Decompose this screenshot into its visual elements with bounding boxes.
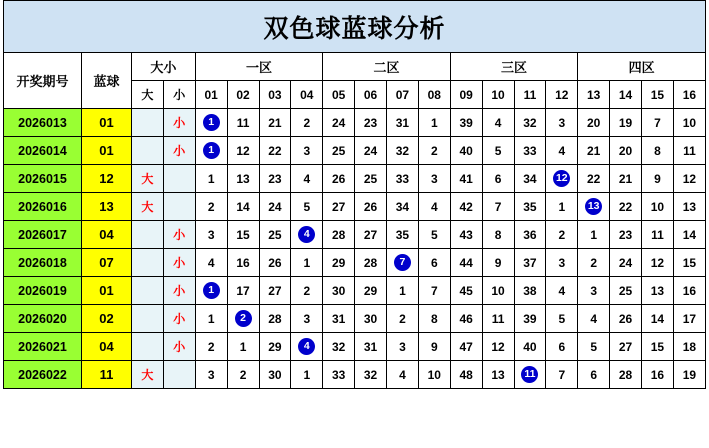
cell-number: 1 (546, 193, 578, 221)
cell-number: 5 (418, 221, 450, 249)
cell-number: 31 (323, 305, 355, 333)
page-title: 双色球蓝球分析 (263, 13, 446, 43)
header-daxiao: 大小 (132, 53, 196, 81)
table-row (4, 249, 706, 277)
table-row (4, 137, 706, 165)
cell-number: 47 (450, 333, 482, 361)
cell-number: 12 (227, 137, 259, 165)
cell-number: 4 (418, 193, 450, 221)
cell-number: 13 (642, 277, 674, 305)
blue-ball-analysis-table (3, 52, 706, 389)
cell-number: 2 (195, 333, 227, 361)
cell-number: 23 (355, 109, 387, 137)
cell-number: 19 (673, 361, 705, 389)
cell-number: 2 (227, 361, 259, 389)
cell-number: 11 (673, 137, 705, 165)
cell-number: 42 (450, 193, 482, 221)
cell-number: 4 (387, 361, 419, 389)
cell-blue-ball: 04 (82, 333, 132, 361)
cell-number: 32 (323, 333, 355, 361)
cell-number: 15 (642, 333, 674, 361)
cell-number: 8 (642, 137, 674, 165)
cell-number-hit (195, 277, 227, 305)
cell-number: 1 (195, 305, 227, 333)
blue-ball-marker: 1 (203, 282, 220, 299)
cell-blue-ball: 04 (82, 221, 132, 249)
cell-blue-ball: 11 (82, 361, 132, 389)
header-col-13: 13 (578, 81, 610, 109)
cell-number: 17 (227, 277, 259, 305)
cell-number: 10 (642, 193, 674, 221)
header-col-01: 01 (195, 81, 227, 109)
cell-number: 4 (195, 249, 227, 277)
header-zone-4: 四区 (578, 53, 706, 81)
cell-number: 24 (323, 109, 355, 137)
table-header (4, 53, 706, 109)
cell-period: 2026019 (4, 277, 82, 305)
cell-number: 20 (578, 109, 610, 137)
header-col-05: 05 (323, 81, 355, 109)
cell-number-hit (227, 305, 259, 333)
cell-number: 31 (387, 109, 419, 137)
cell-number: 32 (387, 137, 419, 165)
cell-xiao: 小 (163, 277, 195, 305)
table-body (4, 109, 706, 389)
cell-number: 18 (673, 333, 705, 361)
cell-number: 21 (578, 137, 610, 165)
cell-da (132, 249, 164, 277)
cell-number: 1 (418, 109, 450, 137)
cell-number: 2 (291, 277, 323, 305)
cell-number: 16 (227, 249, 259, 277)
cell-number: 2 (578, 249, 610, 277)
blue-ball-marker: 1 (203, 142, 220, 159)
cell-number: 37 (514, 249, 546, 277)
cell-number: 25 (259, 221, 291, 249)
cell-number: 26 (610, 305, 642, 333)
cell-period: 2026017 (4, 221, 82, 249)
cell-number: 46 (450, 305, 482, 333)
header-col-04: 04 (291, 81, 323, 109)
cell-number: 20 (610, 137, 642, 165)
cell-number: 7 (642, 109, 674, 137)
cell-number: 5 (578, 333, 610, 361)
cell-number: 38 (514, 277, 546, 305)
cell-number: 9 (418, 333, 450, 361)
cell-number: 1 (291, 249, 323, 277)
cell-number: 39 (450, 109, 482, 137)
cell-da (132, 305, 164, 333)
cell-number: 4 (578, 305, 610, 333)
cell-number: 23 (259, 165, 291, 193)
page-title-bar (3, 0, 706, 52)
cell-number-hit (514, 361, 546, 389)
cell-number: 22 (578, 165, 610, 193)
cell-number: 19 (610, 109, 642, 137)
header-col-08: 08 (418, 81, 450, 109)
cell-da: 大 (132, 361, 164, 389)
cell-xiao (163, 361, 195, 389)
header-col-12: 12 (546, 81, 578, 109)
cell-number: 5 (482, 137, 514, 165)
cell-period: 2026020 (4, 305, 82, 333)
cell-number: 15 (227, 221, 259, 249)
table-row (4, 361, 706, 389)
cell-blue-ball: 02 (82, 305, 132, 333)
cell-number: 5 (291, 193, 323, 221)
cell-number: 16 (673, 277, 705, 305)
cell-xiao (163, 193, 195, 221)
cell-number: 28 (610, 361, 642, 389)
cell-number: 45 (450, 277, 482, 305)
cell-number: 26 (323, 165, 355, 193)
cell-period: 2026013 (4, 109, 82, 137)
cell-number: 30 (355, 305, 387, 333)
cell-number: 10 (482, 277, 514, 305)
cell-number: 21 (610, 165, 642, 193)
cell-number-hit (291, 221, 323, 249)
cell-number: 28 (355, 249, 387, 277)
cell-number: 3 (546, 109, 578, 137)
cell-number: 40 (450, 137, 482, 165)
cell-number: 40 (514, 333, 546, 361)
header-col-10: 10 (482, 81, 514, 109)
cell-number: 34 (387, 193, 419, 221)
cell-number: 4 (482, 109, 514, 137)
cell-period: 2026021 (4, 333, 82, 361)
cell-number: 44 (450, 249, 482, 277)
cell-da (132, 221, 164, 249)
cell-number: 35 (514, 193, 546, 221)
cell-number: 29 (355, 277, 387, 305)
header-da: 大 (132, 81, 164, 109)
header-col-02: 02 (227, 81, 259, 109)
cell-da (132, 333, 164, 361)
cell-blue-ball: 12 (82, 165, 132, 193)
cell-number: 3 (195, 221, 227, 249)
cell-number: 10 (418, 361, 450, 389)
cell-xiao: 小 (163, 109, 195, 137)
cell-number: 33 (323, 361, 355, 389)
cell-number-hit (195, 137, 227, 165)
cell-number-hit (387, 249, 419, 277)
cell-xiao: 小 (163, 137, 195, 165)
blue-ball-marker: 4 (298, 226, 315, 243)
cell-number: 6 (418, 249, 450, 277)
cell-number: 11 (482, 305, 514, 333)
cell-blue-ball: 01 (82, 277, 132, 305)
cell-number: 3 (578, 277, 610, 305)
header-col-06: 06 (355, 81, 387, 109)
cell-number: 16 (642, 361, 674, 389)
cell-number: 14 (642, 305, 674, 333)
cell-number: 24 (610, 249, 642, 277)
cell-number: 29 (323, 249, 355, 277)
cell-blue-ball: 07 (82, 249, 132, 277)
cell-number: 13 (482, 361, 514, 389)
cell-number: 41 (450, 165, 482, 193)
cell-period: 2026015 (4, 165, 82, 193)
table-row (4, 333, 706, 361)
table-row (4, 109, 706, 137)
cell-number: 12 (642, 249, 674, 277)
cell-number: 1 (578, 221, 610, 249)
cell-number: 35 (387, 221, 419, 249)
cell-da: 大 (132, 193, 164, 221)
header-col-07: 07 (387, 81, 419, 109)
table-row (4, 277, 706, 305)
blue-ball-marker: 13 (585, 198, 602, 215)
cell-number: 11 (227, 109, 259, 137)
cell-number: 3 (387, 333, 419, 361)
cell-number: 4 (291, 165, 323, 193)
cell-number: 7 (546, 361, 578, 389)
cell-number: 28 (259, 305, 291, 333)
cell-blue-ball: 01 (82, 137, 132, 165)
cell-number: 36 (514, 221, 546, 249)
header-col-16: 16 (673, 81, 705, 109)
cell-number: 9 (642, 165, 674, 193)
cell-number: 25 (355, 165, 387, 193)
header-col-09: 09 (450, 81, 482, 109)
cell-da (132, 277, 164, 305)
cell-number: 6 (482, 165, 514, 193)
cell-number: 25 (610, 277, 642, 305)
cell-number-hit (195, 109, 227, 137)
cell-number: 3 (546, 249, 578, 277)
cell-number: 2 (418, 137, 450, 165)
cell-xiao: 小 (163, 333, 195, 361)
cell-number: 27 (610, 333, 642, 361)
cell-number: 26 (259, 249, 291, 277)
cell-period: 2026022 (4, 361, 82, 389)
cell-blue-ball: 01 (82, 109, 132, 137)
cell-number: 8 (418, 305, 450, 333)
blue-ball-marker: 4 (298, 338, 315, 355)
cell-number-hit (546, 165, 578, 193)
cell-number: 22 (259, 137, 291, 165)
cell-number: 11 (642, 221, 674, 249)
cell-period: 2026016 (4, 193, 82, 221)
blue-ball-marker: 12 (553, 170, 570, 187)
cell-number: 3 (195, 361, 227, 389)
cell-number: 2 (195, 193, 227, 221)
cell-da: 大 (132, 165, 164, 193)
cell-xiao (163, 165, 195, 193)
cell-number: 29 (259, 333, 291, 361)
header-col-15: 15 (642, 81, 674, 109)
cell-number: 5 (546, 305, 578, 333)
blue-ball-marker: 11 (521, 366, 538, 383)
cell-number: 23 (610, 221, 642, 249)
cell-number-hit (291, 333, 323, 361)
cell-number: 12 (673, 165, 705, 193)
header-zone-3: 三区 (450, 53, 578, 81)
cell-number: 6 (578, 361, 610, 389)
cell-number: 7 (482, 193, 514, 221)
header-col-03: 03 (259, 81, 291, 109)
blue-ball-marker: 7 (394, 254, 411, 271)
cell-number: 6 (546, 333, 578, 361)
cell-number: 39 (514, 305, 546, 333)
cell-number: 17 (673, 305, 705, 333)
cell-number: 8 (482, 221, 514, 249)
cell-number: 33 (514, 137, 546, 165)
header-col-14: 14 (610, 81, 642, 109)
cell-number: 30 (259, 361, 291, 389)
blue-ball-marker: 2 (235, 310, 252, 327)
header-xiao: 小 (163, 81, 195, 109)
header-row-groups (4, 53, 706, 81)
cell-number: 1 (195, 165, 227, 193)
table-row (4, 193, 706, 221)
cell-number: 48 (450, 361, 482, 389)
table-row (4, 165, 706, 193)
table-row (4, 305, 706, 333)
cell-number: 7 (418, 277, 450, 305)
cell-number: 33 (387, 165, 419, 193)
cell-number: 24 (259, 193, 291, 221)
cell-da (132, 137, 164, 165)
table-row (4, 221, 706, 249)
cell-period: 2026014 (4, 137, 82, 165)
cell-da (132, 109, 164, 137)
cell-number: 2 (291, 109, 323, 137)
cell-number: 21 (259, 109, 291, 137)
cell-number: 2 (387, 305, 419, 333)
cell-xiao: 小 (163, 249, 195, 277)
cell-number: 9 (482, 249, 514, 277)
cell-number: 28 (323, 221, 355, 249)
cell-number: 34 (514, 165, 546, 193)
cell-number: 4 (546, 137, 578, 165)
cell-number: 26 (355, 193, 387, 221)
header-period: 开奖期号 (4, 53, 82, 109)
cell-number: 4 (546, 277, 578, 305)
cell-number: 27 (323, 193, 355, 221)
header-zone-2: 二区 (323, 53, 451, 81)
header-col-11: 11 (514, 81, 546, 109)
cell-number: 13 (673, 193, 705, 221)
cell-number: 27 (259, 277, 291, 305)
cell-number: 25 (323, 137, 355, 165)
cell-number: 43 (450, 221, 482, 249)
cell-xiao: 小 (163, 305, 195, 333)
cell-number: 22 (610, 193, 642, 221)
cell-number: 3 (291, 137, 323, 165)
cell-number: 14 (673, 221, 705, 249)
header-zone-1: 一区 (195, 53, 323, 81)
cell-period: 2026018 (4, 249, 82, 277)
cell-blue-ball: 13 (82, 193, 132, 221)
cell-number: 10 (673, 109, 705, 137)
cell-number: 14 (227, 193, 259, 221)
cell-number: 1 (227, 333, 259, 361)
cell-number: 24 (355, 137, 387, 165)
cell-number: 15 (673, 249, 705, 277)
cell-xiao: 小 (163, 221, 195, 249)
cell-number: 2 (546, 221, 578, 249)
cell-number: 3 (291, 305, 323, 333)
cell-number: 3 (418, 165, 450, 193)
cell-number: 32 (514, 109, 546, 137)
cell-number: 32 (355, 361, 387, 389)
cell-number-hit (578, 193, 610, 221)
cell-number: 27 (355, 221, 387, 249)
cell-number: 31 (355, 333, 387, 361)
blue-ball-marker: 1 (203, 114, 220, 131)
cell-number: 1 (387, 277, 419, 305)
cell-number: 12 (482, 333, 514, 361)
cell-number: 1 (291, 361, 323, 389)
cell-number: 13 (227, 165, 259, 193)
header-blue-ball: 蓝球 (82, 53, 132, 109)
cell-number: 30 (323, 277, 355, 305)
